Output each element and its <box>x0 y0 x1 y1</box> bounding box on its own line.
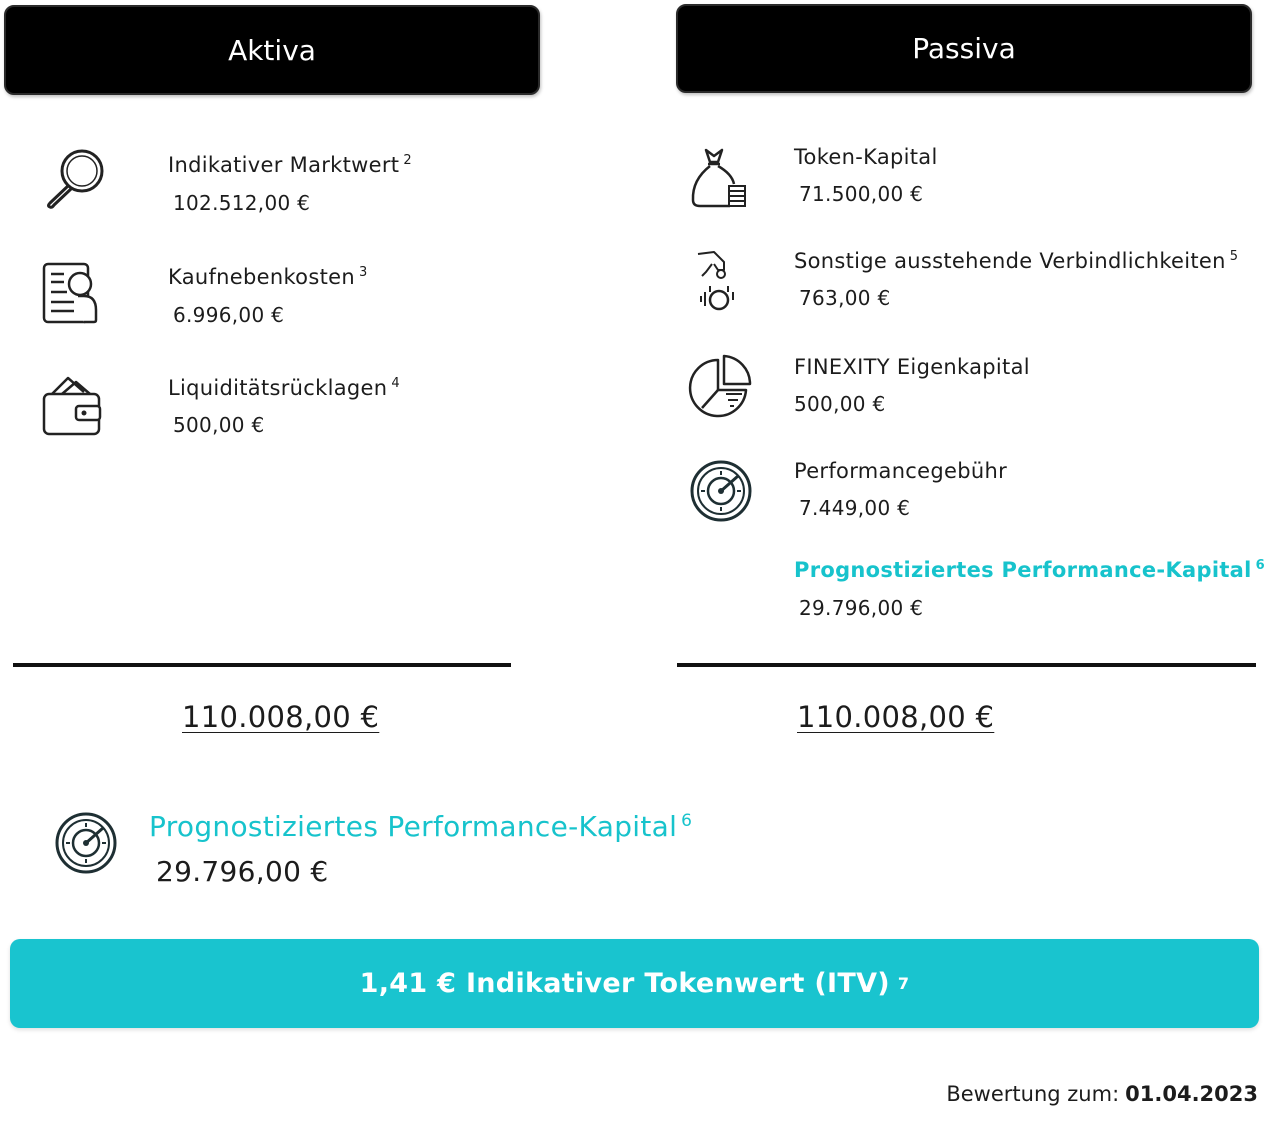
performance-kapital-value: 29.796,00 € <box>156 855 329 888</box>
aktiva-value-liquiditaet: 500,00 € <box>173 413 265 437</box>
aktiva-divider <box>13 663 511 667</box>
passiva-total: 110.008,00 € <box>797 700 995 734</box>
aktiva-total: 110.008,00 € <box>182 700 380 734</box>
itv-label: 1,41 € Indikativer Tokenwert (ITV) <box>359 968 890 999</box>
passiva-label-eigenkapital: FINEXITY Eigenkapital <box>794 355 1030 379</box>
passiva-value-performance-kapital: 29.796,00 € <box>799 596 924 620</box>
passiva-divider <box>677 663 1256 667</box>
document-search-icon <box>42 260 108 326</box>
footnote-marker: 7 <box>897 974 910 993</box>
footnote-marker: 3 <box>358 265 368 280</box>
passiva-label-performancegebuehr: Performancegebühr <box>794 459 1008 483</box>
passiva-label-verbindlichkeiten: Sonstige ausstehende Verbindlichkeiten <box>794 249 1226 273</box>
passiva-value-eigenkapital: 500,00 € <box>794 392 886 416</box>
performance-kapital-label: Prognostiziertes Performance-Kapital <box>149 810 678 843</box>
footnote-marker: 4 <box>391 376 400 391</box>
footnote-marker: 5 <box>1229 249 1239 264</box>
aktiva-value-marktwert: 102.512,00 € <box>173 191 311 215</box>
magnifier-icon <box>42 145 108 211</box>
footnote-marker: 2 <box>403 153 412 168</box>
aktiva-label-marktwert: Indikativer Marktwert <box>168 153 400 177</box>
aktiva-label-liquiditaet: Liquiditätsrücklagen <box>168 376 388 400</box>
hand-coin-icon <box>688 248 754 314</box>
aktiva-label-kaufnebenkosten: Kaufnebenkosten <box>168 265 355 289</box>
passiva-value-performancegebuehr: 7.449,00 € <box>799 496 911 520</box>
aktiva-header <box>4 5 540 95</box>
passiva-title: Passiva <box>912 32 1016 65</box>
valuation-date-value: 01.04.2023 <box>1125 1082 1258 1106</box>
itv-button[interactable] <box>10 939 1259 1028</box>
money-bag-icon <box>688 144 754 210</box>
valuation-label: Bewertung zum: <box>946 1082 1120 1106</box>
passiva-label-performance-kapital: Prognostiziertes Performance-Kapital <box>794 558 1252 582</box>
aktiva-title: Aktiva <box>228 33 316 67</box>
footnote-marker: 6 <box>1255 558 1265 573</box>
passiva-value-verbindlichkeiten: 763,00 € <box>799 286 891 310</box>
aktiva-value-kaufnebenkosten: 6.996,00 € <box>173 303 285 327</box>
passiva-value-token-kapital: 71.500,00 € <box>799 182 924 206</box>
pie-chart-icon <box>688 354 754 420</box>
passiva-label-token-kapital: Token-Kapital <box>794 145 938 169</box>
passiva-header <box>676 4 1252 93</box>
valuation-date <box>946 1082 1258 1106</box>
footnote-marker: 6 <box>681 810 693 831</box>
gauge-icon <box>688 458 754 524</box>
gauge-icon <box>53 810 119 876</box>
wallet-icon <box>42 372 108 438</box>
